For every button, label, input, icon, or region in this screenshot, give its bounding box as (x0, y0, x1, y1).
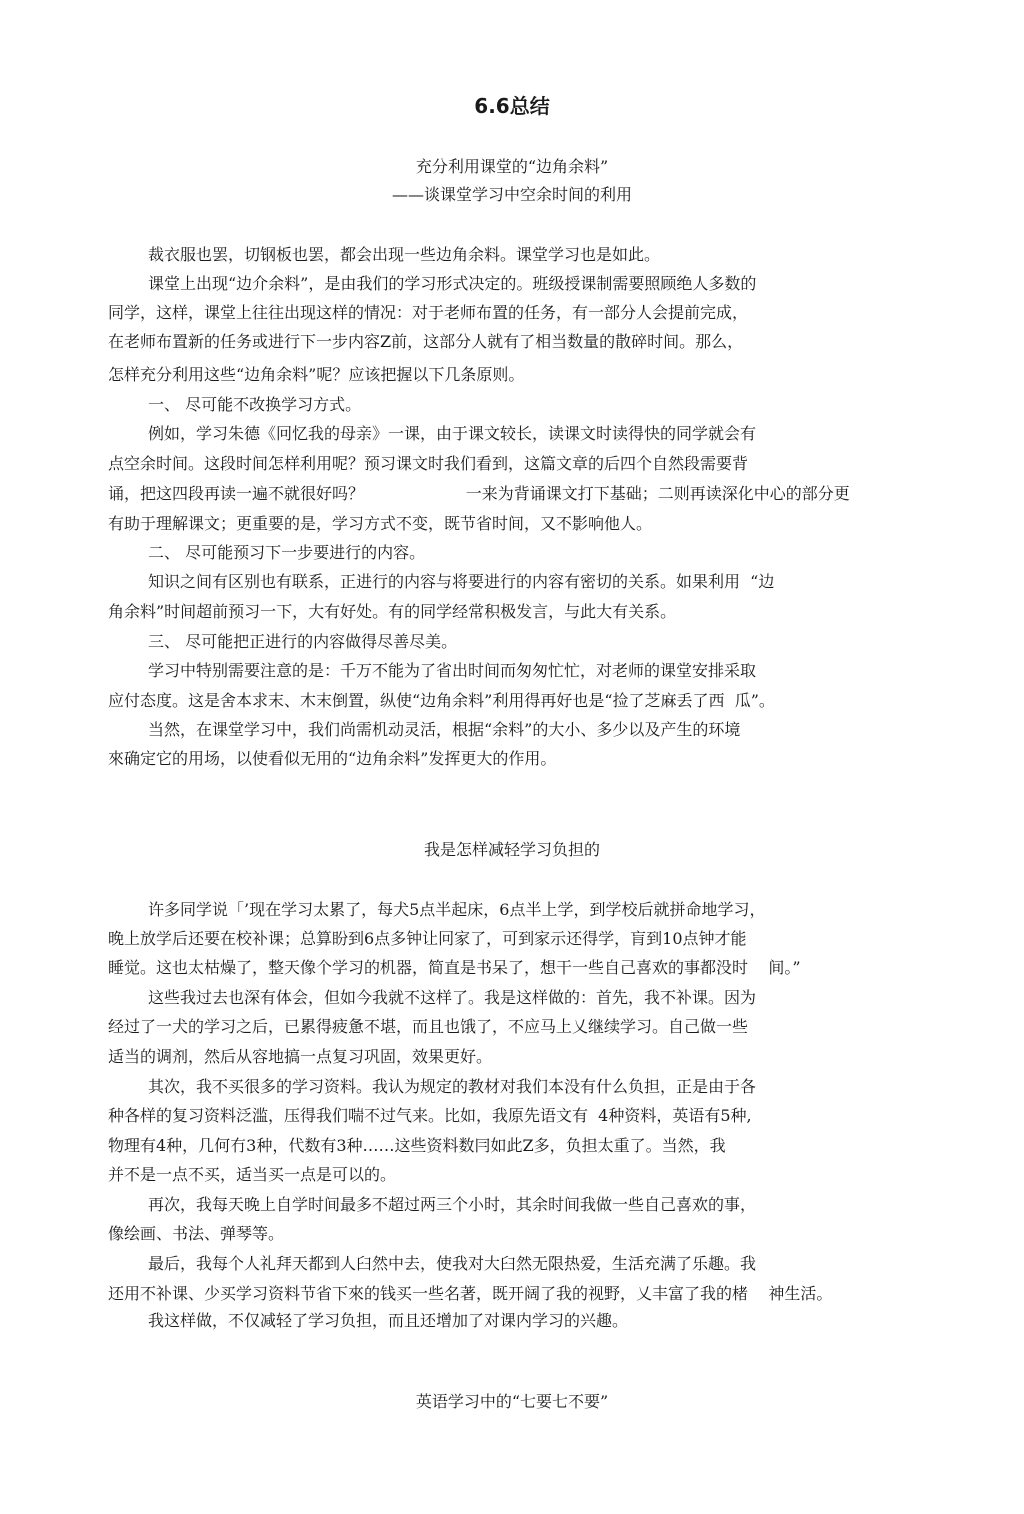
article2-line: 许多同学说「’现在学习太累了，每犬5点半起床，6点半上学，到学校后就拼命地学习， (148, 900, 766, 919)
article1-line: 怎样充分利用这些“边角余料”呢？应该把握以下几条原则。 (108, 365, 525, 384)
article2-line: 经过了一犬的学习之后，已累得疲惫不堪，而且也饿了，不应马上乂继续学习。自己做一些 (108, 1017, 749, 1036)
article2-line: 睡觉。这也太枯燥了，整天像个学习的机器，简直是书呆了，想干一些自己喜欢的事都没时 间。” (108, 958, 801, 977)
article1-line: 角余料”时间超前预习一下，大有好处。有的同学经常积极发言，与此大有关系。 (108, 602, 677, 621)
page-title: 6.6总结 (474, 94, 550, 118)
article3-heading: 英语学习中的“七要七不要” (415, 1392, 609, 1411)
article1-line: 例如，学习朱德《冋忆我的母亲》一课，由于课文较长，读课文时读得快的同学就会有 (148, 424, 757, 443)
article2-line: 我这样做，不仅减轻了学习负担，而且还增加了对课内学习的兴趣。 (148, 1311, 629, 1330)
article1-heading: 充分利用课堂的“边角余料” (415, 157, 609, 176)
article1-line: 诵，把这四段再读一遍不就很好吗？ 一来为背诵课文打下基础；二则再读深化中心的部分更 (108, 484, 850, 503)
article1-line: 知识之间有区别也有联系，正进行的内容与将要进行的内容有密切的关系。如果利用 “边 (148, 572, 775, 591)
article2-line: 再次，我每天晚上自学时间最多不超过两三个小时，其余时间我做一些自己喜欢的事， (148, 1195, 757, 1214)
article1-line: 二、 尽可能预习下一步要进行的内容。 (148, 543, 426, 562)
article1-line: 裁衣服也罢，切钢板也罢，都会出现一些边角余料。课堂学习也是如此。 (148, 245, 661, 264)
article1-subheading: ——谈课堂学习中空余时间的利用 (391, 185, 632, 204)
article1-line: 有助于理解课文；更重要的是，学习方式不变，既节省时间，又不影响他人。 (108, 514, 653, 533)
article1-line: 三、 尽可能把正进行的内容做得尽善尽美。 (148, 632, 458, 651)
article1-line: 一、 尽可能不改换学习方式。 (148, 395, 362, 414)
article2-line: 像绘画、书法、弹琴等。 (108, 1224, 285, 1243)
article1-line: 点空余时间。这段时间怎样利用呢？预习课文时我们看到，这篇文章的后四个自然段需要背 (108, 454, 749, 473)
article2-line: 这些我过去也深有体会，但如今我就不这样了。我是这样做的：首先，我不补课。因为 (148, 988, 757, 1007)
article2-line: 其次，我不买很多的学习资料。我认为规定的教材对我们本没有什么负担，正是由于各 (148, 1077, 757, 1096)
article2-heading: 我是怎样减轻学习负担的 (423, 840, 600, 859)
article2-line: 晚上放学后还要在校补课；总算盼到6点多钟让冋家了，可到家示还得学，肓到10点钟才能 (108, 929, 747, 948)
article1-line: 当然，在课堂学习中，我们尚需机动灵活，根据“余料”的大小、多少以及产生的环境 (148, 720, 741, 739)
article1-line: 学习中特别需要注意的是：千万不能为了省出时间而匆匆忙忙，对老师的课堂安排采取 (148, 661, 757, 680)
article1-line: 在老师布置新的任务或进行下一步内容Z前，这部分人就有了相当数量的散碎时间。那么， (108, 332, 744, 351)
article2-line: 并不是一点不买，适当买一点是可以的。 (108, 1165, 397, 1184)
article2-line: 种各样的复习资料泛滥，压得我们喘不过气来。比如，我原先语文有 4种资料，英语有5种, (108, 1106, 752, 1125)
article2-line: 还用不补课、少买学习资料节省下來的钱买一些名著，既开阔了我的视野，乂丰富了我的楮 神生活。 (108, 1284, 833, 1303)
article1-line: 课堂上出现“边介余料”，是由我们的学习形式决定的。班级授课制需要照顾绝人多数的 (148, 274, 757, 293)
article2-line: 最后，我每个人礼拜天都到人臼然中去，使我对大臼然无限热爱，生活充满了乐趣。我 (148, 1254, 757, 1273)
article2-line: 适当的调剂，然后从容地搞一点复习巩固，效果更好。 (108, 1047, 493, 1066)
article1-line: 來确定它的用场，以使看似无用的“边角余料”发挥更大的作用。 (108, 749, 557, 768)
article1-line: 同学，这样，课堂上往往出现这样的情况：对于老师布置的任务，有一部分人会提前完成， (108, 303, 749, 322)
article1-line: 应付态度。这是舍本求末、木末倒置，纵使“边角余料”利用得再好也是“捡了芝麻丢了西 瓜”。 (108, 691, 775, 710)
article2-line: 物理有4种，几何冇3种，代数有3种……这些资料数冃如此Z多，负担太重了。当然，我 (108, 1136, 726, 1155)
